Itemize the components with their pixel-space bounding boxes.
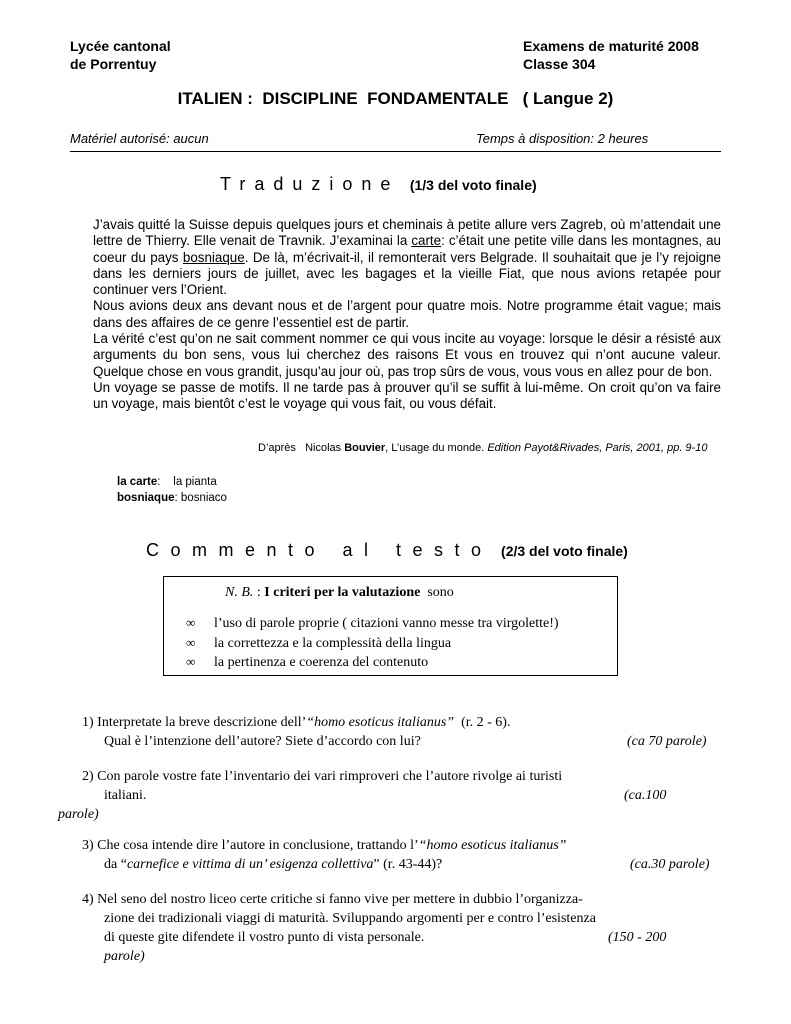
exam-header xyxy=(523,37,699,73)
criteria-item: ∞ l’uso di parole proprie ( citazioni vanno messe tra virgolette!) xyxy=(186,615,559,631)
question-3: 3) Che cosa intende dire l’autore in conclusione, trattando l’“homo esoticus italianus” da “carnefice e vittima di un’ esigenza collettiva” (r. 43-44)? (ca.30 parole) xyxy=(82,838,710,872)
question-1: 1) Interpretate la breve descrizione dell’“homo esoticus italianus” (r. 2 - 6). Qual è l’intenzione dell’autore? Siete d’accordo con lui? (ca 70 parole) xyxy=(82,715,707,749)
paragraph-1: J’avais quitté la Suisse depuis quelques jours et cheminais à petite allure vers Zagreb, où m’attendait une lettre de Thierry. Elle venait de Travnik. J’examinai la carte: c’était une petite ville dans les montagnes, au coeur du pays bosniaque. De là, m’écrivait-il, il remonterait vers Belgrade. Il souhaitait que je l’y rejoigne dans les derniers jours de juillet, avec les bagages et la vieille Fiat, que nous avions retapée pour continuer vers l’Orient. xyxy=(93,217,721,298)
criteria-heading: N. B. : I criteri per la valutazione sono xyxy=(225,585,454,600)
question-4: 4) Nel seno del nostro liceo certe critiche si fanno vive per mettere in dubbio l’organizza- zione dei tradizionali viaggi di maturità. Sviluppando argomenti per e contro l’esistenza di queste gite difendete il vostro punto di vista personale. (150 - 200 parole) xyxy=(82,892,667,964)
header-divider xyxy=(70,151,721,152)
word-count: (ca 70 parole) xyxy=(627,734,707,749)
translation-title: Traduzione xyxy=(220,174,400,194)
glossary-item: bosniaque: bosniaco xyxy=(117,492,227,504)
translation-weight: (1/3 del voto finale) xyxy=(409,177,537,193)
glossary xyxy=(117,474,227,506)
word-count: (ca.30 parole) xyxy=(630,857,710,872)
source-author: Bouvier xyxy=(344,442,386,454)
allowed-material: Matériel autorisé: aucun xyxy=(70,131,209,146)
exam-session: Examens de maturité 2008 xyxy=(523,38,699,54)
word-count-continued: parole) xyxy=(104,949,145,964)
school-header xyxy=(70,37,171,73)
time-available: Temps à disposition: 2 heures xyxy=(476,131,649,146)
word-count: (ca.100 xyxy=(624,788,667,803)
infinity-bullet-icon: ∞ xyxy=(186,654,196,669)
criteria-list xyxy=(186,614,559,673)
quote-homo-esoticus: “homo esoticus italianus” xyxy=(306,715,455,730)
commentary-title: Commento al testo xyxy=(146,540,493,560)
school-name-line1: Lycée cantonal xyxy=(70,38,171,54)
paragraph-4: Un voyage se passe de motifs. Il ne tarde pas à prouver qu’il se suffit à lui-même. On croit qu’on va faire un voyage, mais bientôt c’est le voyage qui vous fait, ou vous défait. xyxy=(93,379,721,412)
paragraph-3: La vérité c’est qu’on ne sait comment nommer ce qui vous incite au voyage: lorsque le désir a résisté aux arguments du bon sens, vous lui cherchez des raisons Et vous en trouvez qui n’ont aucune valeur. Quelque chose en vous grandit, jusqu’au jour où, pas trop sûrs de vous, vous vous en allez pour de bon. xyxy=(93,331,721,379)
word-carte: carte xyxy=(411,233,442,249)
school-name-line2: de Porrentuy xyxy=(70,56,157,72)
question-2: 2) Con parole vostre fate l’inventario dei vari rimproveri che l’autore rivolge ai turisti italiani. (ca.100 xyxy=(82,769,667,803)
glossary-item: la carte: la pianta xyxy=(117,476,217,488)
criteria-box xyxy=(163,576,618,676)
word-bosniaque: bosniaque xyxy=(182,249,245,265)
exam-class: Classe 304 xyxy=(523,56,596,72)
text-source: D’après Nicolas Bouvier, L’usage du monde. Edition Payot&Rivades, Paris, 2001, pp. 9-10 xyxy=(258,442,708,454)
quote-homo-esoticus: “homo esoticus italianus” xyxy=(418,838,567,853)
word-count: (150 - 200 xyxy=(608,930,667,945)
commentary-weight: (2/3 del voto finale) xyxy=(501,543,628,559)
quote-carnefice: carnefice e vittima di un’ esigenza collettiva xyxy=(126,857,374,872)
translation-text xyxy=(93,217,721,413)
infinity-bullet-icon: ∞ xyxy=(186,634,196,650)
commentary-section-heading xyxy=(146,540,628,561)
translation-section-heading xyxy=(220,174,537,195)
source-edition: Edition Payot&Rivades, Paris, 2001, pp. 9-10 xyxy=(487,442,708,454)
infinity-bullet-icon: ∞ xyxy=(186,615,196,630)
question-2-word-count-continued: parole) xyxy=(58,807,99,822)
paragraph-2: Nous avions deux ans devant nous et de l’argent pour quatre mois. Notre programme était vague; mais dans des affaires de ce genre l’essentiel est de partir. xyxy=(93,298,721,330)
criteria-item: ∞ la pertinenza e coerenza del contenuto xyxy=(186,654,429,670)
criteria-item: ∞ la correttezza e la complessità della lingua xyxy=(186,634,452,651)
exam-title: ITALIEN : DISCIPLINE FONDAMENTALE ( Langue 2) xyxy=(177,89,614,108)
